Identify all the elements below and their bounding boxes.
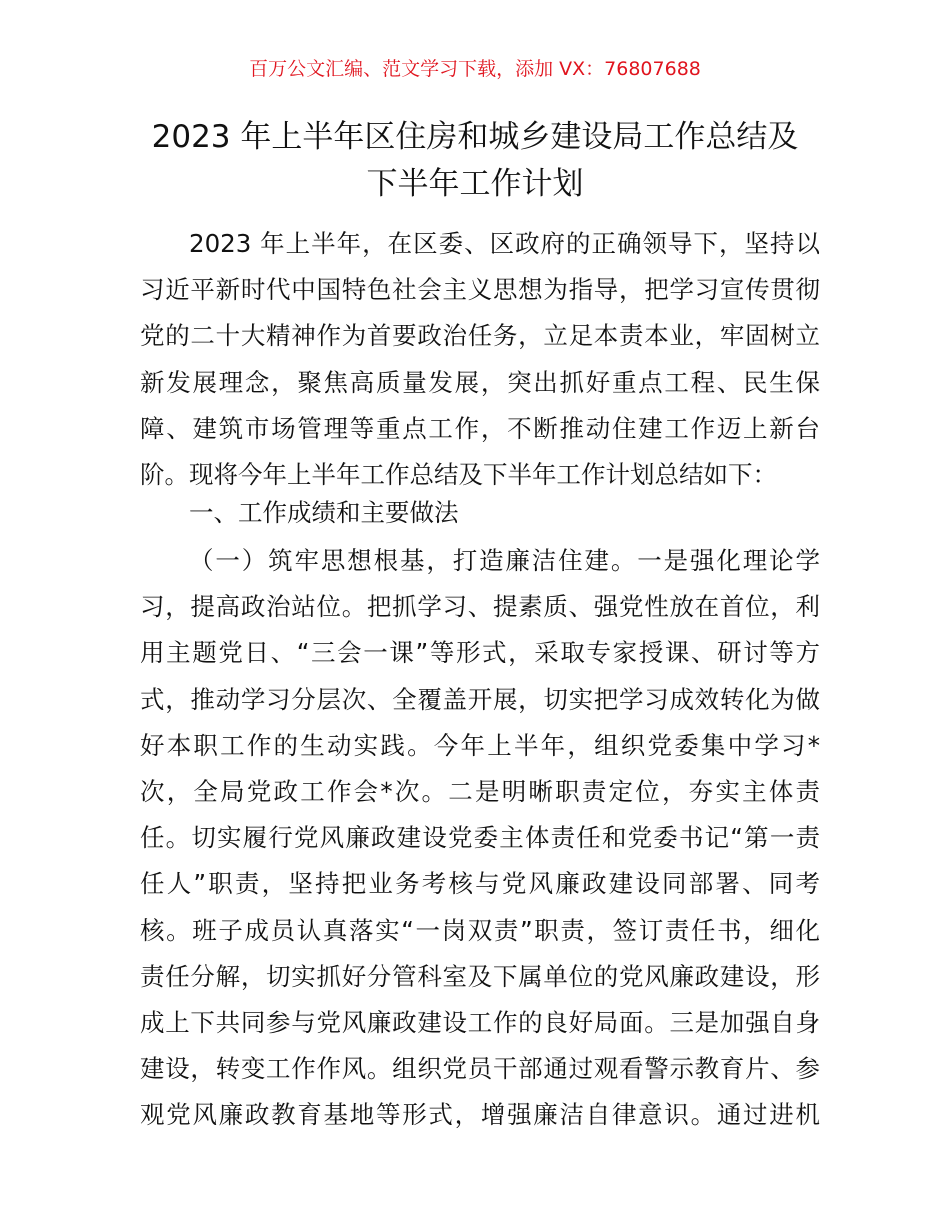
paragraph-line: 习近平新时代中国特色社会主义思想为指导，把学习宣传贯彻: [140, 275, 820, 305]
paragraph-one: [140, 538, 820, 1139]
title-line: 下半年工作计划: [366, 166, 584, 202]
paragraph-line: 好本职工作的生动实践。今年上半年，组织党委集中学习*: [140, 730, 820, 760]
section-heading-text: 一、工作成绩和主要做法: [189, 498, 459, 527]
paragraph-line: 责任分解，切实抓好分管科室及下属单位的党风廉政建设，形: [140, 961, 820, 991]
paragraph-line: 用主题党日、“三会一课”等形式，采取专家授课、研讨等方: [140, 638, 820, 668]
paragraph-line: 观党风廉政教育基地等形式，增强廉洁自律意识。通过进机: [140, 1100, 820, 1130]
paragraph-line: 次，全局党政工作会*次。二是明晰职责定位，夯实主体责: [140, 777, 820, 807]
paragraph-line: 任。切实履行党风廉政建设党委主体责任和党委书记“第一责: [140, 823, 820, 853]
paragraph-line: 建设，转变工作作风。组织党员干部通过观看警示教育片、参: [140, 1054, 820, 1084]
paragraph-line: 成上下共同参与党风廉政建设工作的良好局面。三是加强自身: [140, 1008, 820, 1038]
header-banner: 百万公文汇编、范文学习下载，添加 VX：76807688: [249, 58, 701, 80]
paragraph-line: 2023 年上半年，在区委、区政府的正确领导下，坚持以: [189, 229, 820, 258]
paragraph-line: 新发展理念，聚焦高质量发展，突出抓好重点工程、民生保: [140, 367, 820, 397]
section-heading: [140, 490, 820, 536]
paragraph-line: （一）筑牢思想根基，打造廉洁住建。一是强化理论学: [189, 546, 820, 575]
paragraph-line: 核。班子成员认真落实“一岗双责”职责，签订责任书，细化: [140, 915, 820, 945]
paragraph-line: 任人”职责，坚持把业务考核与党风廉政建设同部署、同考: [140, 869, 820, 899]
document-title: [100, 114, 850, 208]
paragraph-line: 习，提高政治站位。把抓学习、提素质、强党性放在首位，利: [140, 592, 820, 622]
title-line: 2023 年上半年区住房和城乡建设局工作总结及: [151, 119, 799, 155]
paragraph-line: 党的二十大精神作为首要政治任务，立足本责本业，牢固树立: [140, 321, 820, 351]
intro-paragraph: [140, 221, 820, 498]
paragraph-line: 阶。现将今年上半年工作总结及下半年工作计划总结如下：: [140, 460, 777, 490]
paragraph-line: 式，推动学习分层次、全覆盖开展，切实把学习成效转化为做: [140, 684, 820, 714]
paragraph-line: 障、建筑市场管理等重点工作，不断推动住建工作迈上新台: [140, 413, 820, 443]
